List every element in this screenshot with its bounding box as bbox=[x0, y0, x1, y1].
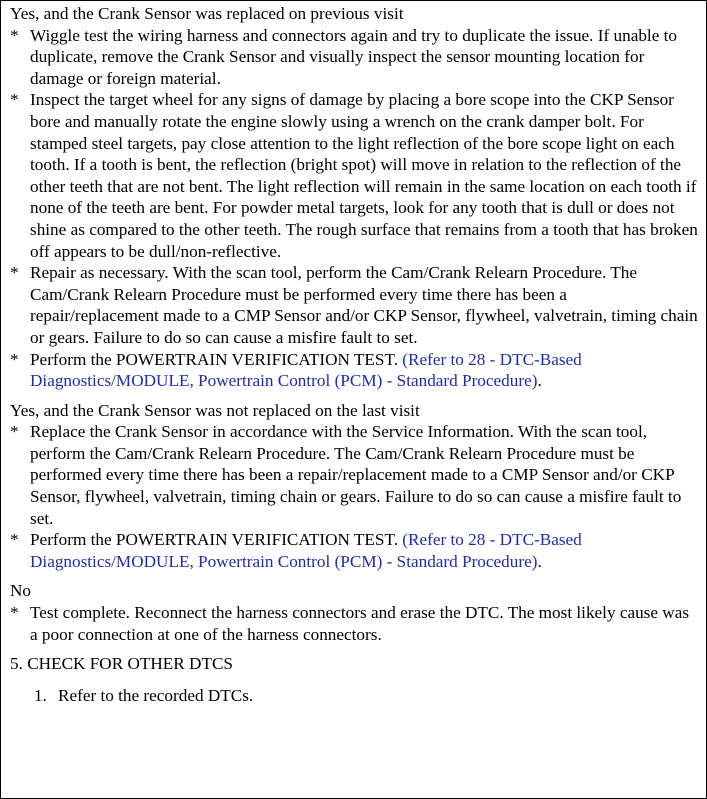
bullet-marker: * bbox=[10, 25, 19, 45]
bullet-marker: * bbox=[10, 263, 19, 283]
bullet-item bbox=[10, 89, 700, 262]
section-crank-replaced-previous bbox=[10, 3, 700, 392]
section-crank-not-replaced bbox=[10, 400, 700, 573]
bullet-item bbox=[10, 602, 700, 645]
bullet-text: Perform the POWERTRAIN VERIFICATION TEST. bbox=[30, 349, 403, 369]
bullet-item bbox=[10, 25, 700, 90]
section-heading: Yes, and the Crank Sensor was replaced on previous visit bbox=[10, 4, 404, 23]
section-no bbox=[10, 580, 700, 645]
bullet-text: Replace the Crank Sensor in accordance with the Service Information. With the scan tool, perform the Cam/Crank Relearn Procedure. The Cam/Crank Relearn Procedure must be performed every time there has been a repair/replacement made to a CMP Sensor and/or CKP Sensor, flywheel, valvetrain, timing chain or gears. Failure to do so can cause a misfire fault to set. bbox=[30, 422, 682, 528]
bullet-text: Test complete. Reconnect the harness connectors and erase the DTC. The most likely cause was a poor connection at one of the harness connectors. bbox=[30, 603, 690, 644]
bullet-text-end: . bbox=[537, 551, 542, 571]
bullet-marker: * bbox=[10, 349, 19, 369]
bullet-marker: * bbox=[10, 530, 19, 550]
numbered-item bbox=[10, 685, 700, 707]
bullet-item bbox=[10, 529, 700, 572]
bullet-text: Perform the POWERTRAIN VERIFICATION TEST. bbox=[30, 530, 403, 550]
document-content bbox=[10, 3, 700, 706]
bullet-marker: * bbox=[10, 603, 19, 623]
step-5 bbox=[10, 653, 700, 706]
bullet-marker: * bbox=[10, 422, 19, 442]
bullet-item bbox=[10, 349, 700, 392]
bullet-item bbox=[10, 421, 700, 529]
step-heading: 5. CHECK FOR OTHER DTCS bbox=[10, 654, 233, 674]
section-heading: No bbox=[10, 581, 32, 601]
reference-link[interactable]: (Refer to 28 - DTC-Based Diagnostics/MODULE, Powertrain Control (PCM) - Standard Procedure) bbox=[30, 349, 582, 391]
bullet-text: Inspect the target wheel for any signs of damage by placing a bore scope into the CKP Sensor bore and manually rotate the engine slowly using a wrench on the crank damper bolt. For stamped steel targets, pay close attention to the light reflection of the bore scope light on each tooth. If a tooth is bent, the reflection (bright spot) will move in relation to the reflection of the other teeth that are not bent. The light reflection will remain in the same location on each tooth if none of the teeth are bent. For powder metal targets, look for any tooth that is dull or does not shine as compared to the other teeth. The rough surface that remains from a tooth that has broken off appears to be dull/non-reflective. bbox=[30, 90, 698, 261]
bullet-text: Wiggle test the wiring harness and connectors again and try to duplicate the issue. If unable to duplicate, remove the Crank Sensor and visually inspect the sensor mounting location for damage or foreign material. bbox=[30, 25, 677, 88]
item-text: Refer to the recorded DTCs. bbox=[58, 685, 254, 705]
bullet-text-end: . bbox=[537, 371, 542, 391]
bullet-item bbox=[10, 262, 700, 348]
reference-link[interactable]: (Refer to 28 - DTC-Based Diagnostics/MODULE, Powertrain Control (PCM) - Standard Procedure) bbox=[30, 530, 582, 571]
section-heading: Yes, and the Crank Sensor was not replaced on the last visit bbox=[10, 400, 420, 420]
item-number: 1. bbox=[34, 685, 47, 705]
bullet-text: Repair as necessary. With the scan tool, perform the Cam/Crank Relearn Procedure. The Cam/Crank Relearn Procedure must be performed every time there has been a repair/replacement made to a CMP Sensor and/or CKP Sensor, flywheel, valvetrain, timing chain or gears. Failure to do so can cause a misfire fault to set. bbox=[30, 263, 698, 347]
bullet-marker: * bbox=[10, 90, 19, 110]
